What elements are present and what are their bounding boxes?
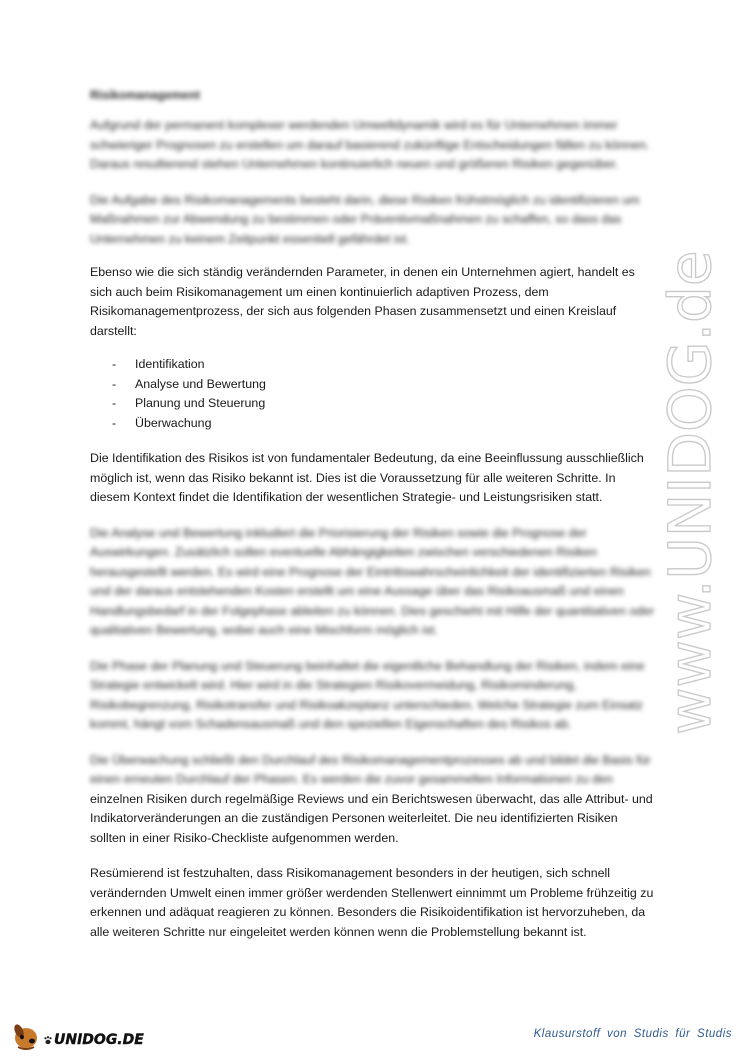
paragraph-analysis: Die Analyse und Bewertung inkludiert die Priorisierung der Risiken sowie die Prognose der Auswirkungen. Zusätzlich sollen eventuelle Abhängigkeiten zwischen verschiedenen Risiken herausgestellt werden. Es wird eine Prognose der Eintrittswahrscheinlichkeit der identifizierten Risiken und der daraus entstehenden Kosten erstellt um eine Aussage über das Risikoausmaß und einen Handlungsbedarf in der Folgephase ableiten zu können. Dies geschieht mit Hilfe der quantitativen oder qualitativen Bewertung, wobei auch eine Mischform möglich ist. [90, 525, 655, 637]
paragraph-identification: Die Identifikation des Risikos ist von fundamentaler Bedeutung, da eine Beeinflussung ausschließlich möglich ist, wenn das Risiko bekannt ist. Dies ist die Voraussetzung für alle weiteren Schritte. In diesem Kontext findet die Identifikation der wesentlichen Strategie- und Leistungsrisiken statt. [90, 451, 644, 504]
paragraph-task: Die Aufgabe des Risikomanagements besteht darin, diese Risiken frühstmöglich zu identifizieren um Maßnahmen zur Abwendung zu bestimmen oder Präventivmaßnahmen zu schaffen, so dass das Unternehmen zu keinem Zeitpunkt essentiell gefährdet ist. [90, 192, 640, 246]
document-heading: Risikomanagement [90, 88, 201, 102]
list-item: - Überwachung [112, 415, 212, 430]
paw-icon [44, 1036, 51, 1044]
paragraph-planning: Die Phase der Planung und Steuerung beinhaltet die eigentliche Behandlung der Risiken, indem eine Strategie entwickelt wird. Hier wird in die Strategien Risikovermeidung, Risikominderung, Risikobegrenzung, Risikotransfer und Risikoakzeptanz unterschieden. Welche Strategie zum Einsatz kommt, hängt vom Schadensausmaß und den speziellen Eigenschaften des Risikos ab. [90, 658, 645, 731]
list-item: - Identifikation [112, 357, 205, 371]
paragraph-intro: Aufgrund der permanent komplexer werdenden Umweltdynamik wird es für Unternehmen immer schwieriger Prognosen zu erstellen um darauf basierend zukünftige Entscheidungen fällen zu können. Daraus resultierend stehen Unternehmen kontinuierlich neuen und größeren Risiken gegenüber. [90, 118, 650, 171]
dog-icon [12, 1023, 37, 1049]
footer-tagline: Klausurstoff von Studis für Studis [533, 1028, 732, 1040]
monitoring-blurred-text: Die Überwachung schließt den Durchlauf des Risikomanagementprozesses ab und bildet die Basis für einen erneuten Durchlauf der Phasen. Es werden die zuvor gesammelten Informationen zu den [90, 752, 651, 786]
unidog-logo [10, 1020, 160, 1052]
monitoring-text: einzelnen Risiken durch regelmäßige Reviews und ein Berichtswesen überwacht, das alle Attribut- und Indikatorveränderungen an die zuständigen Personen weiterleitet. Die neu identifizierten Risiken sollten in einer Risiko-Checkliste aufgenommen werden. [90, 791, 653, 845]
document-body [90, 88, 656, 958]
list-item: - Planung und Steuerung [112, 396, 266, 410]
paragraph-process: Ebenso wie die sich ständig verändernden Parameter, in denen ein Unternehmen agiert, handelt es sich auch beim Risikomanagement um einen kontinuierlich adaptiven Prozess, dem Risikomanagementprozess, der sich aus folgenden Phasen zusammensetzt und einen Kreislauf darstellt: [90, 265, 635, 338]
paragraph-conclusion: Resümierend ist festzuhalten, dass Risikomanagement besonders in der heutigen, sich schnell verändernden Umwelt einen immer größer werdenden Stellenwert einnimmt um Probleme frühzeitig zu erkennen und adäquat reagieren zu können. Besonders die Risikoidentifikation ist hervorzuheben, da alle weiteren Schritte nur eingeleitet werden können wenn die Problemstellung bekannt ist. [90, 866, 654, 939]
logo-text: UNIDOG.DE [54, 1032, 144, 1048]
watermark [585, 245, 750, 735]
list-item: - Analyse und Bewertung [112, 376, 266, 391]
paragraph-monitoring [90, 751, 656, 849]
phase-list [90, 355, 656, 433]
watermark-text: www.UNIDOG.de [656, 250, 724, 735]
